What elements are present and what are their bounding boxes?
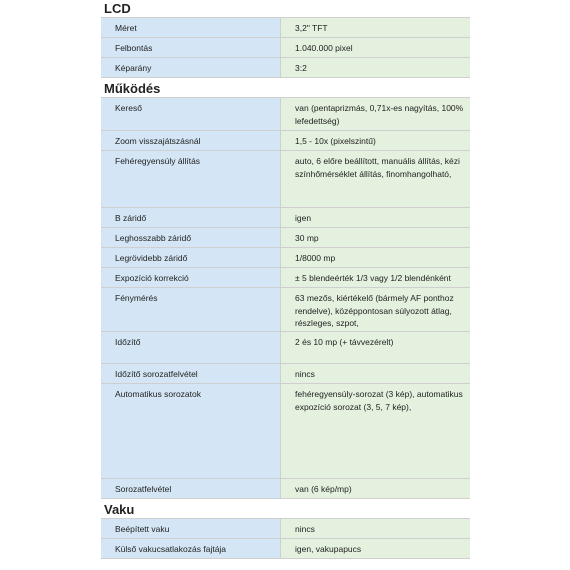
spec-value: fehéregyensúly-sorozat (3 kép), automatikus expozíció sorozat (3, 5, 7 kép), [281,384,470,478]
spec-value: igen [281,208,470,227]
spec-key: Sorozatfelvétel [101,479,281,498]
spec-value: 3,2" TFT [281,18,470,37]
table-row [101,131,470,151]
spec-value: nincs [281,519,470,538]
spec-key: Fénymérés [101,288,281,331]
spec-key: Leghosszabb záridő [101,228,281,247]
spec-key: Zoom visszajátszásnál [101,131,281,150]
spec-value: 3:2 [281,58,470,77]
spec-value: 63 mezős, kiértékelő (bármely AF ponthoz rendelve), középpontosan súlyozott átlag, részleges, szpot, [281,288,470,331]
table-row [101,364,470,384]
spec-key: Időzítő [101,332,281,363]
spec-key: Automatikus sorozatok [101,384,281,478]
spec-key: B záridő [101,208,281,227]
section-lcd [101,17,470,78]
table-row [101,288,470,332]
section-title-lcd: LCD [104,1,131,16]
table-row [101,18,470,38]
spec-value: 1.040.000 pixel [281,38,470,57]
spec-key: Méret [101,18,281,37]
table-row [101,268,470,288]
table-row [101,208,470,228]
spec-value: auto, 6 előre beállított, manuális állítás, kézi színhőmérséklet állítás, finomhangolható, [281,151,470,207]
section-title-mukodes: Működés [104,81,161,96]
spec-value: 1/8000 mp [281,248,470,267]
spec-key: Beépített vaku [101,519,281,538]
spec-value: ± 5 blendeérték 1/3 vagy 1/2 blendénként [281,268,470,287]
spec-table [101,0,470,559]
table-row [101,519,470,539]
spec-key: Kereső [101,98,281,130]
spec-value: 30 mp [281,228,470,247]
spec-key: Expozíció korrekció [101,268,281,287]
spec-key: Időzítő sorozatfelvétel [101,364,281,383]
table-row [101,58,470,78]
spec-key: Képarány [101,58,281,77]
spec-value: van (pentaprizmás, 0,71x-es nagyítás, 100% lefedettség) [281,98,470,130]
spec-key: Felbontás [101,38,281,57]
section-mukodes [101,97,470,499]
section-vaku [101,518,470,559]
table-row [101,228,470,248]
table-row [101,384,470,479]
spec-key: Legrövidebb záridő [101,248,281,267]
spec-value: 1,5 - 10x (pixelszintű) [281,131,470,150]
table-row [101,151,470,208]
table-row [101,248,470,268]
spec-value: van (6 kép/mp) [281,479,470,498]
spec-value: 2 és 10 mp (+ távvezérelt) [281,332,470,363]
section-title-vaku: Vaku [104,502,135,517]
table-row [101,332,470,364]
table-row [101,539,470,559]
spec-value: igen, vakupapucs [281,539,470,558]
table-row [101,479,470,499]
table-row [101,38,470,58]
table-row [101,98,470,131]
spec-key: Külső vakucsatlakozás fajtája [101,539,281,558]
spec-key: Fehéregyensúly állítás [101,151,281,207]
spec-value: nincs [281,364,470,383]
